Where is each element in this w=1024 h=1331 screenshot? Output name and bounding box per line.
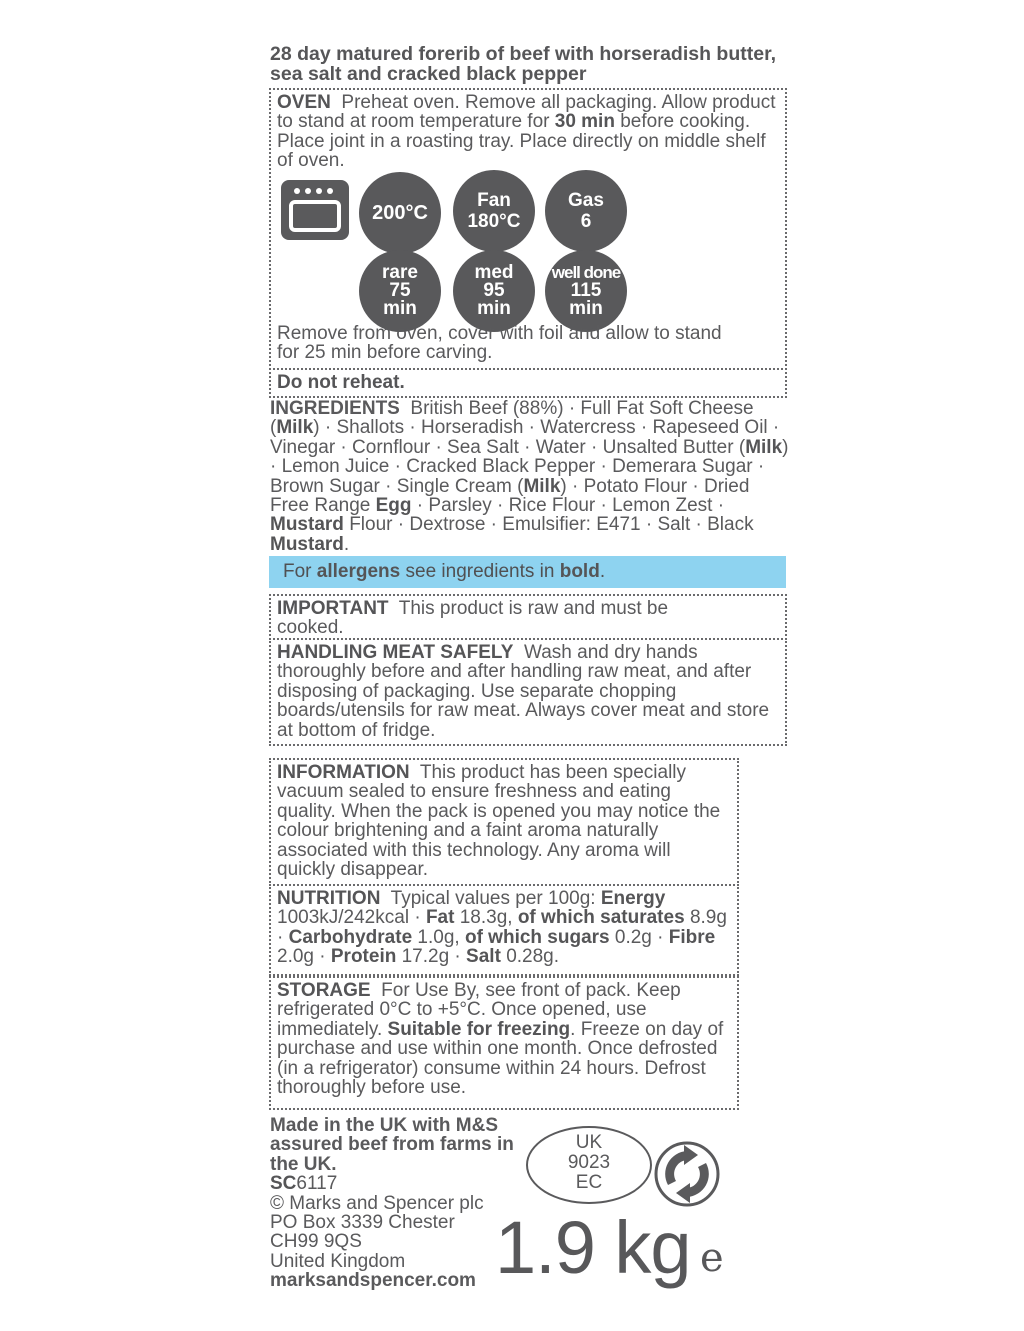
nutrition-salt: 0.28g. [506,946,560,968]
information-text: This product has been specially vacuum sealed to ensure freshness and eating quality. When the pack is opened you may notice the colour brightening and a faint aroma naturally associated with this technology. Any aroma will quickly disappear. [277,762,721,881]
health-mark-ec: EC [575,1172,603,1193]
allergen-text-3: . [599,561,606,582]
ingredients-part-7: . [343,533,350,555]
nutrition-section [269,884,739,976]
allergen-banner [269,556,786,588]
nutrition-fibre: 2.0g · [277,946,326,968]
oven-section [269,88,787,370]
allergen-milk-2: Milk [745,436,783,458]
supplier-code-prefix: SC [270,1173,297,1195]
nutrition-carb: 1.0g, [417,926,460,948]
oven-icon [279,178,351,242]
oven-instructions [277,93,779,171]
time-well-done-value: 115 [570,280,602,301]
nutrition-carb-label: Carbohydrate [288,926,413,948]
nutrition-energy-label: Energy [600,888,666,909]
storage-text-2: . Freeze on day of purchase and use within one month. Once defrosted (in a refrigerator) consume within 24 hours. Defrost thoroughly before use. [277,1018,724,1099]
made-in-uk-text: Made in the UK with M&S assured beef from farms in the UK. [270,1115,514,1175]
ingredients-part-2: ) · Shallots · Horseradish · Watercress · Rapeseed Oil · Vinegar · Cornflour · Sea Salt · Water · Unsalted Butter ( [270,417,780,458]
nutrition-energy: 1003kJ/242kcal · [277,907,421,929]
no-reheat-text: Do not reheat. [277,372,405,393]
nutrition-salt-label: Salt [466,946,501,968]
ingredients-part-1: British Beef (88%) · Full Fat Soft Cheese ( [270,398,754,439]
supplier-code [270,1174,570,1193]
ingredients-part-5: · Parsley · Rice Flour · Lemon Zest · [416,495,725,517]
health-mark-number: 9023 [567,1152,611,1173]
handling-section [269,638,787,746]
storage-section [269,976,739,1110]
time-circle-med [453,250,535,332]
health-mark-oval [526,1126,652,1204]
allergen-milk-1: Milk [276,417,314,439]
time-circle-well-done [545,250,627,332]
temp-circle-conventional [359,172,441,254]
nutrition-sat-label: of which saturates [517,907,685,929]
website-link: marksandspencer.com [270,1270,476,1292]
nutrition-sat: 8.9g · [277,907,727,948]
oven-intro-2: before cooking. Place joint in a roasting tray. Place directly on middle shelf of oven. [277,111,766,172]
allergen-text-2: see ingredients in [405,561,555,582]
nutrition-protein-label: Protein [330,946,397,968]
storage-text-1: For Use By, see front of pack. Keep refrigerated 0°C to +5°C. Once opened, use immediately. [277,980,681,1040]
address-line-3: United Kingdom [270,1250,406,1272]
nutrition-fat: 18.3g, [459,907,513,929]
ingredients-part-4: ) · Potato Flour · Dried Free Range [270,475,750,517]
temp-gas-label: Gas [568,190,604,211]
time-well-done-unit: min [569,298,603,319]
storage-heading: STORAGE [277,980,371,1001]
allergen-mustard-1: Mustard [270,514,344,536]
time-circle-rare [359,250,441,332]
address-line-2: CH99 9QS [270,1231,362,1253]
oven-intro-time: 30 min [554,111,615,133]
e-mark: e [700,1235,724,1281]
ingredients-part-6: Flour · Dextrose · Emulsifier: E471 · Salt · Black [349,514,754,536]
allergen-mustard-2: Mustard [270,533,344,555]
allergen-word: allergens [316,561,401,582]
time-well-done-label: well done [551,263,621,282]
address-line-1: PO Box 3339 Chester [270,1212,455,1234]
no-reheat-section [269,368,787,398]
nutrition-intro: Typical values per 100g: [390,888,596,909]
temp-gas-value: 6 [580,211,592,232]
information-section [269,758,739,886]
nutrition-sugars: 0.2g · [614,926,664,948]
handling-heading: HANDLING MEAT SAFELY [277,642,514,663]
time-rare-value: 75 [389,280,411,301]
information-heading: INFORMATION [277,762,410,783]
ingredients-heading: INGREDIENTS [270,398,400,419]
nutrition-fat-label: Fat [425,907,455,929]
oven-heading: OVEN [277,92,331,113]
temp-fan-value: 180°C [467,211,521,232]
temp-circle-gas [545,170,627,252]
oven-after-text: Remove from oven, cover with foil and allow to stand for 25 min before carving. [277,323,722,364]
time-rare-unit: min [383,298,417,319]
ingredients-part-3: ) · Lemon Juice · Cracked Black Pepper · Demerara Sugar · Brown Sugar · Single Cream ( [270,436,789,497]
nutrition-sugars-label: of which sugars [464,926,610,948]
copyright-text: © Marks and Spencer plc [270,1192,484,1214]
temp-conventional: 200°C [372,201,428,224]
nutrition-heading: NUTRITION [277,888,381,909]
oven-intro-1: Preheat oven. Remove all packaging. Allow product to stand at room temperature for [277,92,776,133]
handling-text: Wash and dry hands thoroughly before and after handling raw meat, and after disposing of packaging. Use separate chopping boards/utensils for raw meat. Always cover meat and store at bottom of fridge. [277,642,770,741]
health-mark-country: UK [575,1132,603,1153]
time-med-value: 95 [483,280,505,301]
product-title: 28 day matured forerib of beef with horseradish butter, sea salt and cracked black pepper [270,43,777,85]
nutrition-fibre-label: Fibre [668,926,716,948]
time-med-unit: min [477,298,511,319]
allergen-milk-3: Milk [523,475,561,497]
nutrition-protein: 17.2g · [401,946,461,968]
temp-fan-label: Fan [477,190,511,211]
allergen-bold-word: bold [559,561,600,582]
important-text: This product is raw and must be cooked. [277,598,669,639]
important-section [269,594,787,640]
storage-freezing: Suitable for freezing [387,1018,571,1040]
important-heading: IMPORTANT [277,598,389,619]
supplier-code-number: 6117 [296,1173,338,1195]
ingredients-section [270,399,790,554]
temp-circle-fan [453,170,535,252]
recycle-icon [654,1141,720,1207]
net-weight: 1.9 kg [495,1206,691,1289]
time-med-label: med [474,262,514,283]
allergen-text-1: For [283,561,312,582]
time-rare-label: rare [382,262,418,283]
allergen-egg: Egg [375,495,412,517]
